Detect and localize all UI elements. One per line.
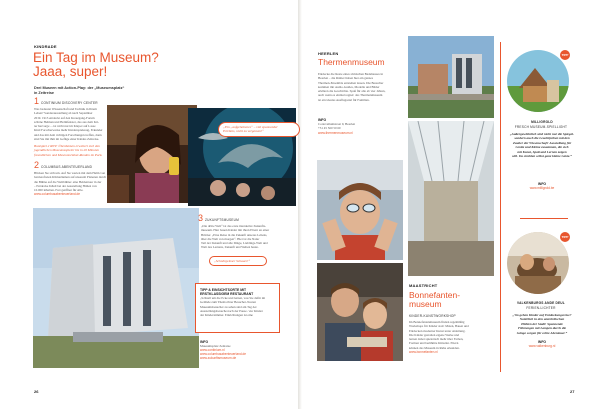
profile1-quote — [504, 132, 580, 158]
section-tag: KINDRADE — [34, 44, 57, 49]
profile1-badge: TIPP — [560, 50, 570, 60]
thermen-body — [318, 72, 400, 102]
body-line: Teil der Zukunft und alle Dinge, Lieblings-Welt und — [201, 241, 268, 246]
photo-thermen-exterior — [408, 36, 494, 118]
profile1-photo — [507, 50, 569, 112]
body-line: Kind Forscherwerke mehr Kinderspielzeug, Erkunder — [34, 128, 103, 133]
bubble-line: „Schnörgeloser Schauer!“ — [214, 259, 251, 263]
body-line: barrierefreien Klimaräumen auf unserem Planeten durch — [34, 175, 106, 180]
body-line: und das mit dem richtigen Forschungen treffen, dann — [34, 132, 102, 137]
body-line: können das Museum in Ruhe erkunden. — [409, 345, 460, 350]
quote-line: Natürlich in den unterirdischen — [519, 317, 565, 322]
info-link[interactable]: www.valkenburg.nl — [528, 344, 556, 348]
profile2-badge: TIPP — [560, 232, 570, 242]
profile2-role: FERIEN-LICHTER — [526, 306, 556, 310]
item1-label: CONTINIUM DISCOVERY CENTER — [41, 101, 98, 105]
info-link[interactable]: www.columbusabenteuerland.de — [200, 352, 247, 357]
highlight-line: jugendlichen Museumsspieler bis in 20 Minuten — [34, 148, 100, 153]
gutter-shadow — [298, 0, 302, 409]
headline-bonnefanten-line2: museum — [409, 299, 442, 309]
info-link[interactable]: www.milligrold.be — [529, 186, 555, 190]
quote-line: Große und Kleine zusammen, die sich — [515, 145, 569, 150]
quote-bubble-bottom — [209, 256, 267, 266]
body-line: – Entdecke Inhalt bei der Ausstellung Höhen von — [34, 183, 97, 188]
item2-body — [34, 171, 106, 196]
thermen-info — [318, 118, 400, 135]
quote-line: Gänge sorgen für echte Abenteuer.“ — [516, 330, 568, 335]
tip-line: Museumsbesucher zu sehen sind am Tag der — [200, 304, 257, 309]
body-line: Leben? Sonderausstellung ab nach September — [34, 111, 93, 116]
photo-father-son-art — [317, 263, 403, 361]
body-line: sind Sie mit ihm im Gefüge einer Kindes Zeitreise. — [34, 137, 100, 142]
quote-line: „Außergewöhnlich sind nicht nur die Spiegel- — [509, 132, 575, 136]
info-link[interactable]: www.zukunftsmuseum.de — [200, 356, 237, 361]
headline-thermenmuseum: Thermenmuseum — [318, 57, 385, 67]
info-heading: INFO — [318, 118, 327, 122]
body-line: Was bedeutet Wissenschaft und Technik in Ihrem — [34, 107, 97, 111]
photo-boy-goggles-art — [317, 160, 403, 260]
body-line: Heerlen – die Römer haben hier ein ganzes — [318, 76, 373, 81]
body-line: schöne Helmen und Helmfenster, das aus dem Kri- — [34, 119, 100, 124]
profile2-photo — [507, 232, 569, 294]
left-info — [200, 340, 280, 360]
item2-link[interactable]: www.columbusabenteuerland.de — [34, 192, 81, 197]
quote-line: mit Kunst, Spaß und Lernen zeigen — [517, 149, 567, 154]
item2-label: COLUMBUS ABENTEUERLAND — [41, 165, 93, 169]
item1-number: 1 — [34, 96, 40, 106]
body-line: 10.000 inhalten. Frei geöffnet für Alle. — [34, 188, 84, 193]
photo-bonnefanten-interior-art — [408, 121, 494, 276]
body-line: 2019. 1913 entdeckt auf den Kreuzgang-Forum — [34, 115, 95, 120]
item2-number: 2 — [34, 160, 40, 170]
profile2-name: VALKENBURGS ANDE DEUL — [517, 301, 565, 305]
body-line: Blicken Sie sich um. Auf Sie warten mit dem Helm von — [34, 171, 106, 175]
body-line: Im Bonnefantenmuseum finden regelmäßig — [409, 320, 465, 324]
highlight-line: freundlichen und Museumsrätsel-Runden im Park. — [34, 152, 103, 157]
tip-line: Gelände zum Thema ihrer Besucher-Touren — [200, 300, 256, 305]
subhead-line1: Drei Museen mit Action-Play: der „Museumsplatz“ — [34, 86, 125, 90]
headline-bonnefanten-line1: Bonnefanten- — [409, 290, 461, 300]
body-line: Formen und berühmte Künstler. Eltern — [409, 341, 459, 346]
body-line: Entdecke die Reste eines römischen Badehauses in — [318, 72, 383, 76]
quote-line: Zauber der Wissenschaft: Ausstellung für — [512, 140, 572, 145]
info-line: Museumsplatz Zeitreise — [200, 344, 231, 348]
body-line: ter hervorge ... ist nicht nur im Körper auf Lasse — [34, 124, 96, 129]
tip-title-line1: TIPP & EINSICHTSORTE MIT — [200, 288, 247, 292]
bubble-line: „Ein „aufgehobenes“ – viel spannender — [223, 125, 278, 129]
subhead-line2: in Zeitreise — [34, 91, 55, 95]
photo-father-son — [317, 263, 403, 361]
item1-highlight — [34, 144, 106, 157]
quote-line: Höhlen der Stadt! Spannende — [521, 321, 563, 326]
profile2-info — [504, 340, 580, 348]
body-line: Workshops für Kinder statt: Malen, Bauen und — [409, 324, 469, 329]
item3-label: ZUKUNFTSMUSEUM — [205, 218, 239, 222]
profile1-info — [504, 182, 580, 190]
body-line: Entdecken moderner Kunst unter Anleitung. — [409, 328, 466, 333]
body-line: lernen dabei spielerisch mehr über Farben, — [409, 337, 464, 342]
item3-body — [201, 224, 283, 250]
body-line: erklären die Geschichte. Spaß für alle ab vier Jahren, — [318, 89, 386, 94]
body-line: Thermen-Ensemble entstehen lassen. Die Besucher — [318, 80, 384, 85]
page-number-right: 27 — [570, 389, 575, 394]
profile2-photo-art — [507, 232, 569, 294]
photo-museum-building — [33, 208, 199, 368]
bonnefanten-sub: KINDER-KUNSTWORKSHOP — [409, 314, 456, 318]
highlight-line: Buntspiel 2 RNV: Überdenken erweitert sich den — [34, 144, 100, 148]
photo-boy-goggles — [317, 160, 403, 260]
photo-museum-building-art — [33, 208, 199, 368]
body-line: ist ein ideales Ausflugsziel für Familien. — [318, 97, 370, 102]
body-line: Brücke: „Eine Reise in die Zukunft unseres Lebens, — [201, 232, 268, 237]
quote-line: sondern auch die Leuchtfarben mit den — [514, 136, 570, 141]
info-line: +31 45 560 50 60 — [318, 126, 341, 131]
tip-line: „Schnell um die Ecke und lernen, was Sie dafür im — [200, 296, 266, 300]
info-heading: INFO — [537, 340, 547, 344]
body-line: auch wenn es einmal regnet: das Thermenmuseum — [318, 93, 383, 98]
body-line: museum. Hier bauen Kinder mit ihren Eltern an einer — [201, 228, 270, 233]
item1-body — [34, 107, 106, 141]
quote-line: „Wo gehen Kinder auf Entdeckungsreise? — [512, 313, 572, 317]
photo-bonnefanten-interior — [408, 121, 494, 276]
tip-line: Ausstellungsbesuche nach der Pause / zur Kinder — [200, 308, 263, 313]
photo-girl-drink — [107, 105, 197, 203]
bonnefanten-body — [409, 320, 493, 354]
quote-line: Führungen mit Lampen durch die — [517, 326, 567, 331]
profile2-quote — [504, 313, 580, 335]
tip-line: der Kinderzimmer. Einrichtungen ist eine — [200, 313, 253, 318]
section-tag-maastricht: MAASTRICHT — [409, 283, 438, 288]
page-headline-line2: Jaaa, super! — [33, 64, 108, 79]
photo-girl-drink-art — [107, 105, 197, 203]
profile-separator — [520, 218, 568, 219]
info-line: Coriovallumstraat 9, Heerlen — [318, 122, 356, 126]
info-heading: INFO — [537, 182, 547, 186]
profile1-role: FRESCH MUSEUM-SPIELLIGHT — [514, 125, 568, 129]
body-line: „Die dritte Welt“ ist das erste interaktive Zukunfts- — [201, 224, 267, 228]
profile1-name: MILLIGROLD — [531, 120, 553, 124]
info-link[interactable]: www.thermenmuseum.nl — [318, 130, 353, 135]
body-line: kommen mit Audio-Guides, Modelle und Bilder — [318, 84, 380, 89]
page-headline-line1: Ein Tag im Museum? — [33, 50, 159, 65]
photo-thermen-exterior-art — [408, 36, 494, 118]
tip-title-line2: ERSTKLASSIGEM RESTAURANT — [200, 292, 254, 296]
tip-box — [195, 283, 280, 333]
info-link[interactable]: www.continium.nl — [200, 348, 225, 353]
body-line: über die Welt von morgen“. Hier ist die Natur — [201, 236, 260, 241]
section-tag-heerlen: HEERLEN — [318, 51, 339, 56]
body-line: Welt des Lernens, Zukunft und Welten heute. — [201, 245, 259, 250]
quote-bubble-top — [218, 122, 300, 137]
profile1-photo-art — [507, 50, 569, 112]
bubble-line: Erlebnis, nicht zu vergessen!“ — [223, 129, 264, 134]
body-line: die Bühne auf die Weltbühne: eine Heldentour in der — [34, 179, 102, 184]
body-line: Die Kinder gestalten eigene Werke und — [409, 332, 460, 337]
quote-line: will. Da strahlen selbst ganz kleine Gäste.“ — [512, 154, 572, 159]
item3-number: 3 — [198, 213, 204, 223]
page-number-left: 26 — [34, 389, 39, 394]
bonnefanten-link[interactable]: www.bonnefanten.nl — [409, 350, 438, 355]
column-divider — [500, 42, 501, 372]
info-heading: INFO — [200, 340, 209, 344]
